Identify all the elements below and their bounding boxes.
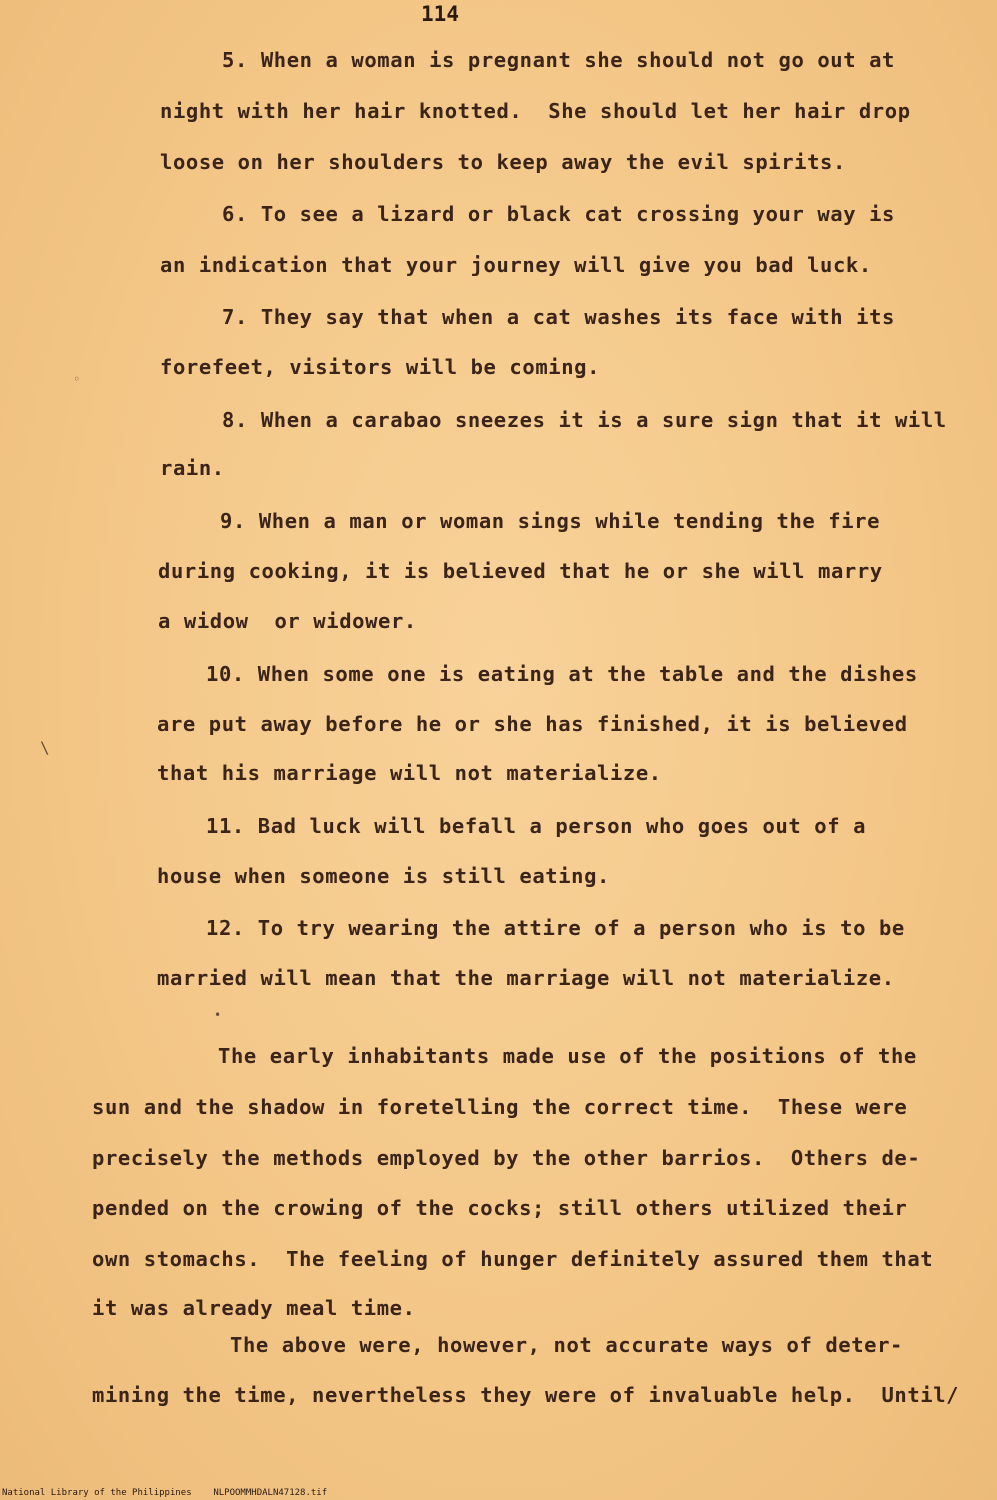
item-9-line-1: 9. When a man or woman sings while tending the fire: [220, 509, 881, 533]
item-11-line-2: house when someone is still eating.: [157, 864, 610, 888]
item-11-line-1: 11. Bad luck will befall a person who goes out of a: [206, 814, 867, 838]
paragraph-1-line-5: own stomachs. The feeling of hunger definitely assured them that: [92, 1247, 934, 1271]
item-5-line-3: loose on her shoulders to keep away the evil spirits.: [160, 150, 846, 174]
stray-mark: •: [214, 1008, 222, 1022]
item-10-line-1: 10. When some one is eating at the table and the dishes: [206, 662, 918, 686]
item-10-line-3: that his marriage will not materialize.: [157, 761, 662, 785]
footer-library: National Library of the Philippines: [2, 1488, 192, 1498]
item-8-line-2: rain.: [160, 456, 225, 480]
paragraph-1-line-1: The early inhabitants made use of the positions of the: [218, 1044, 917, 1068]
scan-footer: [2, 1488, 327, 1498]
paragraph-2-line-2: mining the time, nevertheless they were of invaluable help. Until/: [92, 1383, 960, 1407]
stray-mark: ◦: [73, 372, 81, 386]
item-12-line-2: married will mean that the marriage will not materialize.: [157, 966, 895, 990]
item-12-line-1: 12. To try wearing the attire of a person who is to be: [206, 916, 905, 940]
item-6-line-1: 6. To see a lizard or black cat crossing your way is: [222, 202, 895, 226]
footer-file-id: NLPOOMMHDALN47128.tif: [213, 1488, 328, 1498]
stray-mark: \: [40, 738, 50, 757]
item-10-line-2: are put away before he or she has finished, it is believed: [157, 712, 908, 736]
item-6-line-2: an indication that your journey will give you bad luck.: [160, 253, 872, 277]
item-5-line-2: night with her hair knotted. She should let her hair drop: [160, 99, 911, 123]
paragraph-1-line-6: it was already meal time.: [92, 1296, 416, 1320]
page-number: 114: [421, 2, 459, 26]
item-7-line-1: 7. They say that when a cat washes its face with its: [222, 305, 895, 329]
paragraph-2-line-1: The above were, however, not accurate ways of deter-: [230, 1333, 903, 1357]
item-9-line-3: a widow or widower.: [158, 609, 417, 633]
item-7-line-2: forefeet, visitors will be coming.: [160, 355, 601, 379]
item-5-line-1: 5. When a woman is pregnant she should not go out at: [222, 48, 895, 72]
item-9-line-2: during cooking, it is believed that he or she will marry: [158, 559, 883, 583]
paragraph-1-line-2: sun and the shadow in foretelling the correct time. These were: [92, 1095, 908, 1119]
item-8-line-1: 8. When a carabao sneezes it is a sure sign that it will: [222, 408, 947, 432]
paragraph-1-line-3: precisely the methods employed by the other barrios. Others de-: [92, 1146, 921, 1170]
paragraph-1-line-4: pended on the crowing of the cocks; still others utilized their: [92, 1196, 908, 1220]
